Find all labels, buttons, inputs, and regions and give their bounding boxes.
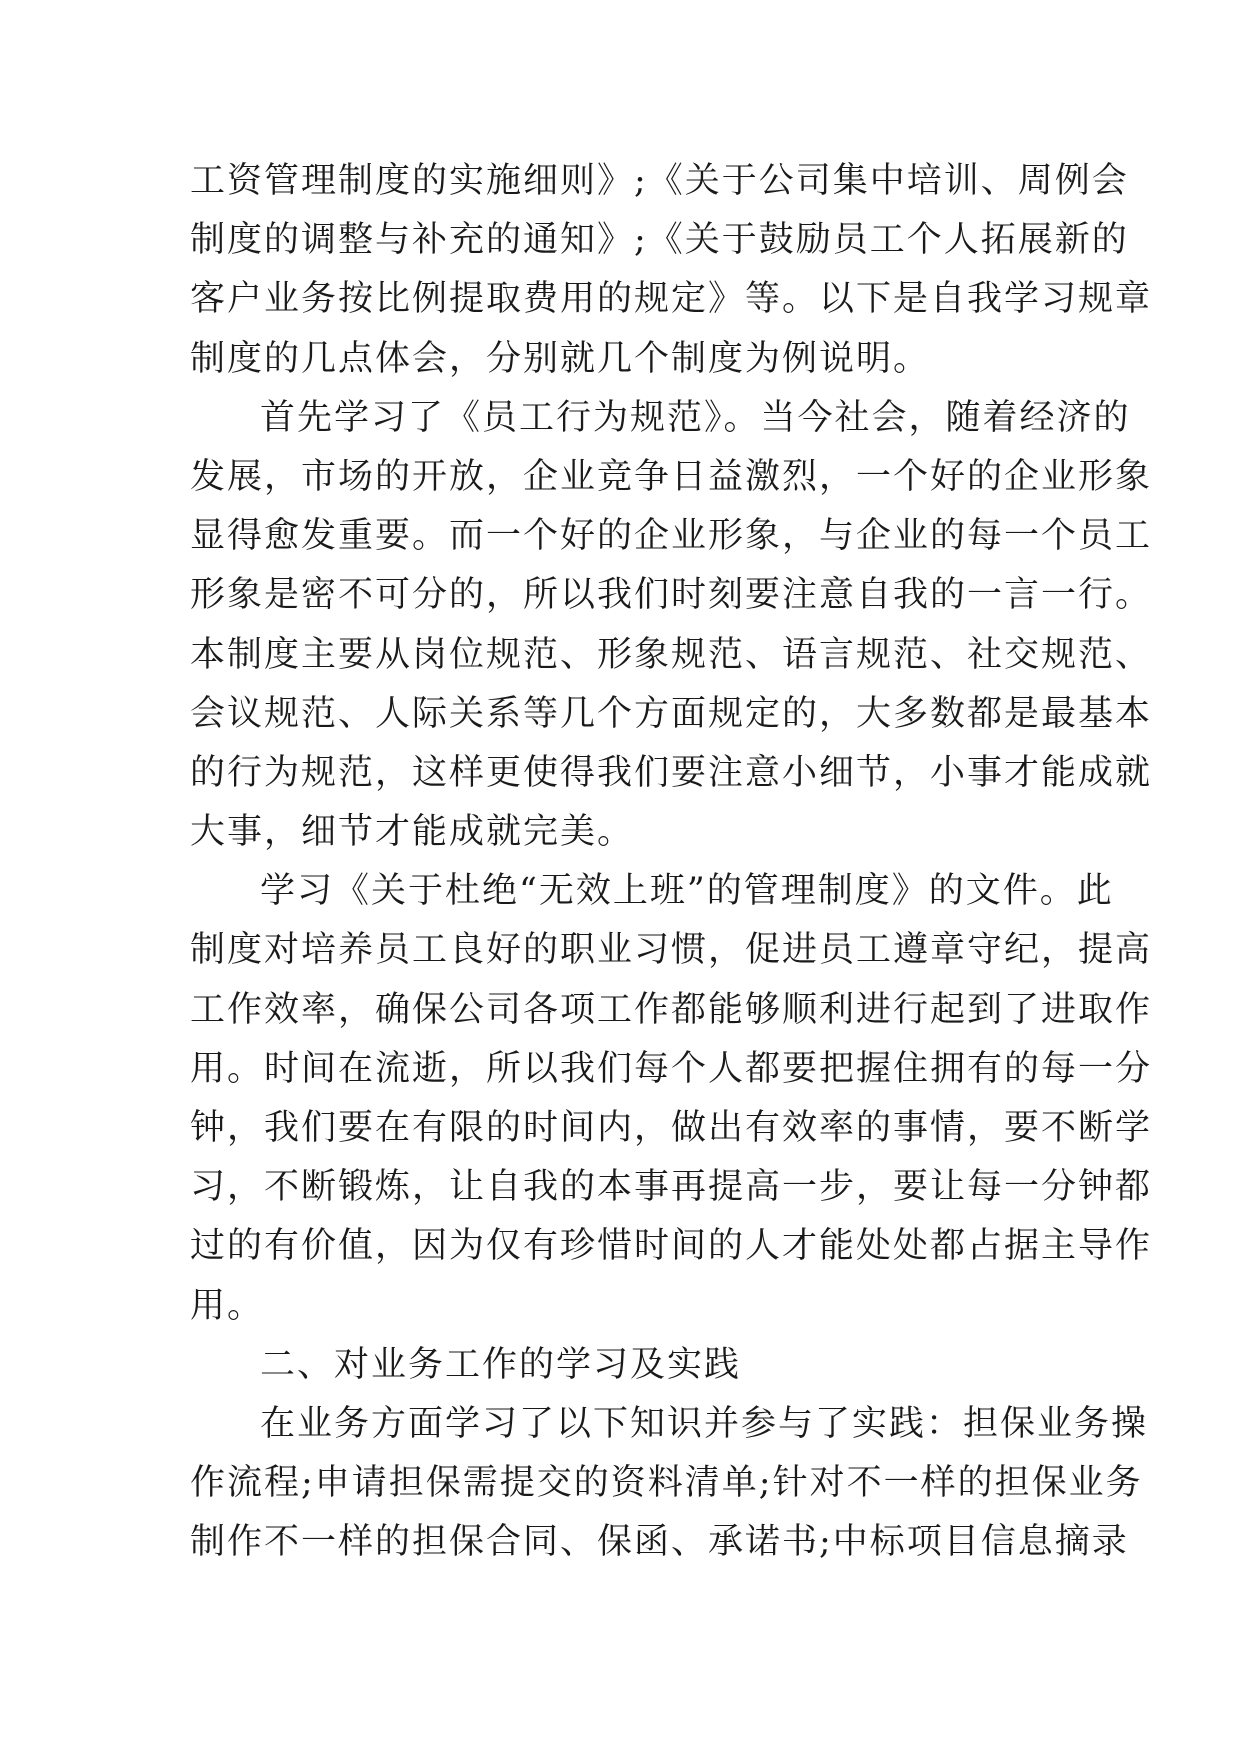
- text-line: 本制度主要从岗位规范、形象规范、语言规范、社交规范、: [190, 634, 1153, 675]
- text-line: 会议规范、人际关系等几个方面规定的，大多数都是最基本: [190, 693, 1153, 734]
- text-line: 制作不一样的担保合同、保函、承诺书;中标项目信息摘录: [190, 1522, 1129, 1563]
- body-text: [190, 152, 1153, 1573]
- text-line: 过的有价值，因为仅有珍惜时间的人才能处处都占据主导作: [190, 1226, 1153, 1267]
- text-line: 客户业务按比例提取费用的规定》等。以下是自我学习规章: [190, 279, 1153, 320]
- text-line: 钟，我们要在有限的时间内，做出有效率的事情，要不断学: [190, 1108, 1153, 1148]
- paragraph-first-line: 在业务方面学习了以下知识并参与了实践：担保业务操: [260, 1403, 1149, 1444]
- text-line: 制度对培养员工良好的职业习惯，促进员工遵章守纪，提高: [190, 930, 1153, 971]
- text-line: 用。时间在流逝，所以我们每个人都要把握住拥有的每一分: [190, 1048, 1153, 1089]
- text-line: 工作效率，确保公司各项工作都能够顺利进行起到了进取作: [190, 989, 1153, 1030]
- paragraph-first-line: 首先学习了《员工行为规范》。当今社会，随着经济的: [260, 397, 1131, 438]
- text-line: 用。: [190, 1285, 265, 1326]
- section-heading: 二、对业务工作的学习及实践: [260, 1344, 742, 1385]
- text-line: 显得愈发重要。而一个好的企业形象，与企业的每一个员工: [190, 516, 1153, 557]
- text-line: 习，不断锻炼，让自我的本事再提高一步，要让每一分钟都: [190, 1167, 1153, 1208]
- text-line: 制度的调整与补充的通知》;《关于鼓励员工个人拓展新的: [190, 220, 1129, 261]
- text-line: 作流程;申请担保需提交的资料清单;针对不一样的担保业务: [190, 1463, 1143, 1504]
- text-line: 发展，市场的开放，企业竞争日益激烈，一个好的企业形象: [190, 456, 1153, 497]
- text-line: 制度的几点体会，分别就几个制度为例说明。: [190, 338, 931, 379]
- text-line: 大事，细节才能成就完美。: [190, 812, 635, 853]
- text-line: 的行为规范，这样更使得我们要注意小细节，小事才能成就: [190, 752, 1153, 793]
- text-line: 形象是密不可分的，所以我们时刻要注意自我的一言一行。: [190, 575, 1153, 616]
- text-line: 工资管理制度的实施细则》;《关于公司集中培训、周例会: [190, 161, 1129, 201]
- paragraph-first-line: 学习《关于杜绝“无效上班”的管理制度》的文件。此: [260, 871, 1114, 912]
